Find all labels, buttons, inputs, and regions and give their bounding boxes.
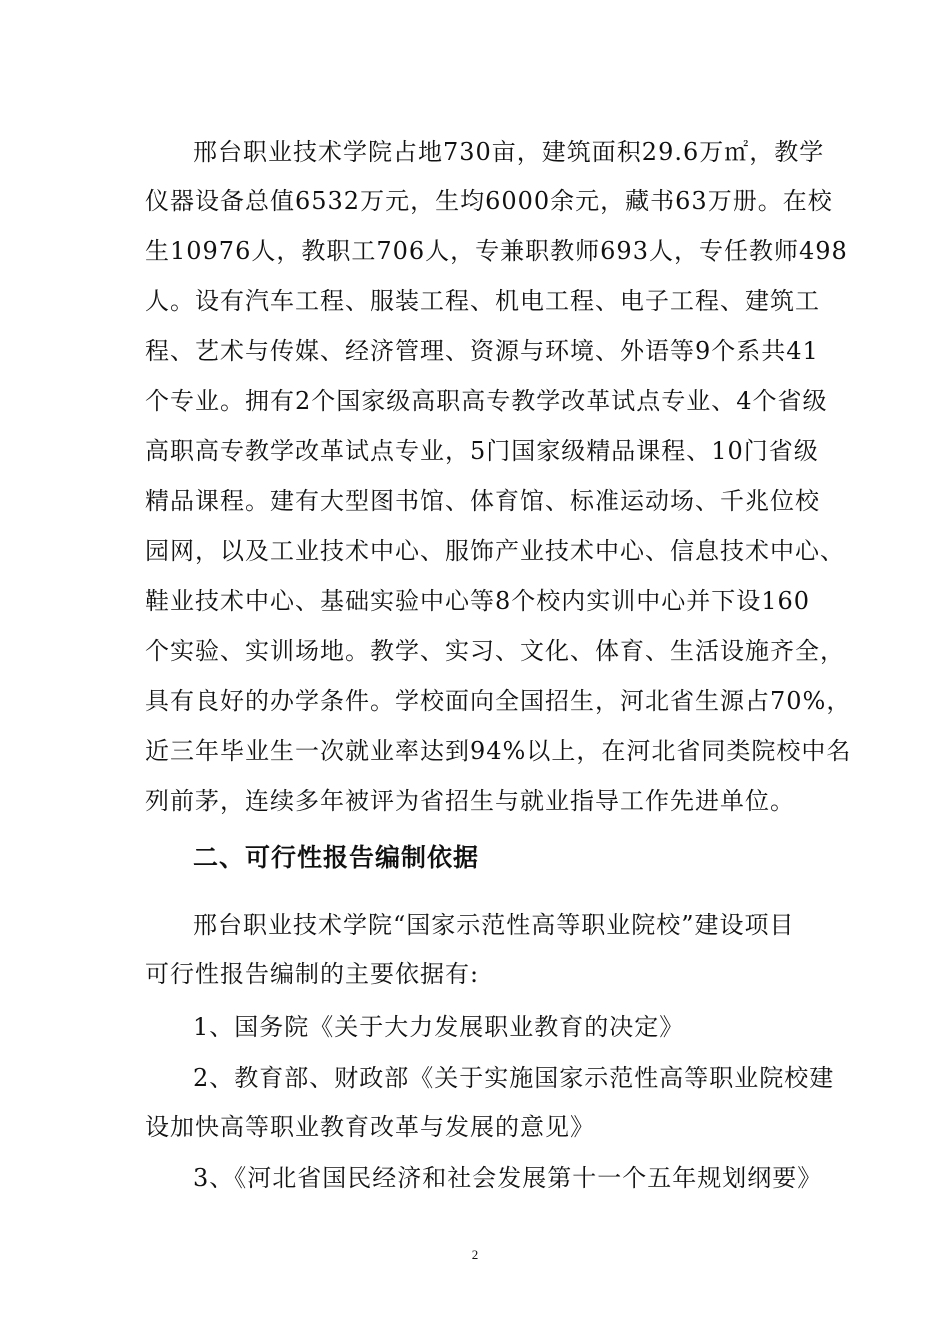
paragraph-1-line-14: 列前茅，连续多年被评为省招生与就业指导工作先进单位。 xyxy=(145,787,795,815)
list-item-2-line-1: 2、教育部、财政部《关于实施国家示范性高等职业院校建 xyxy=(193,1064,835,1092)
paragraph-1-line-4: 人。设有汽车工程、服装工程、机电工程、电子工程、建筑工 xyxy=(145,287,820,315)
paragraph-1-line-8: 精品课程。建有大型图书馆、体育馆、标准运动场、千兆位校 xyxy=(145,487,820,515)
paragraph-1-line-2: 仪器设备总值6532万元，生均6000余元，藏书63万册。在校 xyxy=(145,187,833,215)
paragraph-1-line-9: 园网，以及工业技术中心、服饰产业技术中心、信息技术中心、 xyxy=(145,537,845,565)
list-item-2-line-2: 设加快高等职业教育改革与发展的意见》 xyxy=(145,1113,595,1141)
paragraph-1-line-10: 鞋业技术中心、基础实验中心等8个校内实训中心并下设160 xyxy=(145,587,811,615)
paragraph-1-line-13: 近三年毕业生一次就业率达到94%以上，在河北省同类院校中名 xyxy=(145,737,852,765)
paragraph-1-line-12: 具有良好的办学条件。学校面向全国招生，河北省生源占70%， xyxy=(145,687,852,715)
paragraph-1-line-5: 程、艺术与传媒、经济管理、资源与环境、外语等9个系共41 xyxy=(145,337,819,365)
page-number: 2 xyxy=(471,1247,479,1262)
paragraph-1-line-1: 邢台职业技术学院占地730亩，建筑面积29.6万㎡，教学 xyxy=(193,138,825,166)
section-heading: 二、可行性报告编制依据 xyxy=(193,843,480,872)
paragraph-1-line-11: 个实验、实训场地。教学、实习、文化、体育、生活设施齐全， xyxy=(145,637,845,665)
list-item-3: 3、《河北省国民经济和社会发展第十一个五年规划纲要》 xyxy=(193,1164,823,1192)
paragraph-1-line-7: 高职高专教学改革试点专业，5门国家级精品课程、10门省级 xyxy=(145,437,819,465)
paragraph-1-line-6: 个专业。拥有2个国家级高职高专教学改革试点专业、4个省级 xyxy=(145,387,828,415)
paragraph-2-line-2: 可行性报告编制的主要依据有: xyxy=(145,960,480,988)
paragraph-1-line-3: 生10976人，教职工706人，专兼职教师693人，专任教师498 xyxy=(145,237,848,265)
paragraph-2-line-1: 邢台职业技术学院“国家示范性高等职业院校”建设项目 xyxy=(193,911,795,939)
list-item-1: 1、国务院《关于大力发展职业教育的决定》 xyxy=(193,1013,685,1041)
